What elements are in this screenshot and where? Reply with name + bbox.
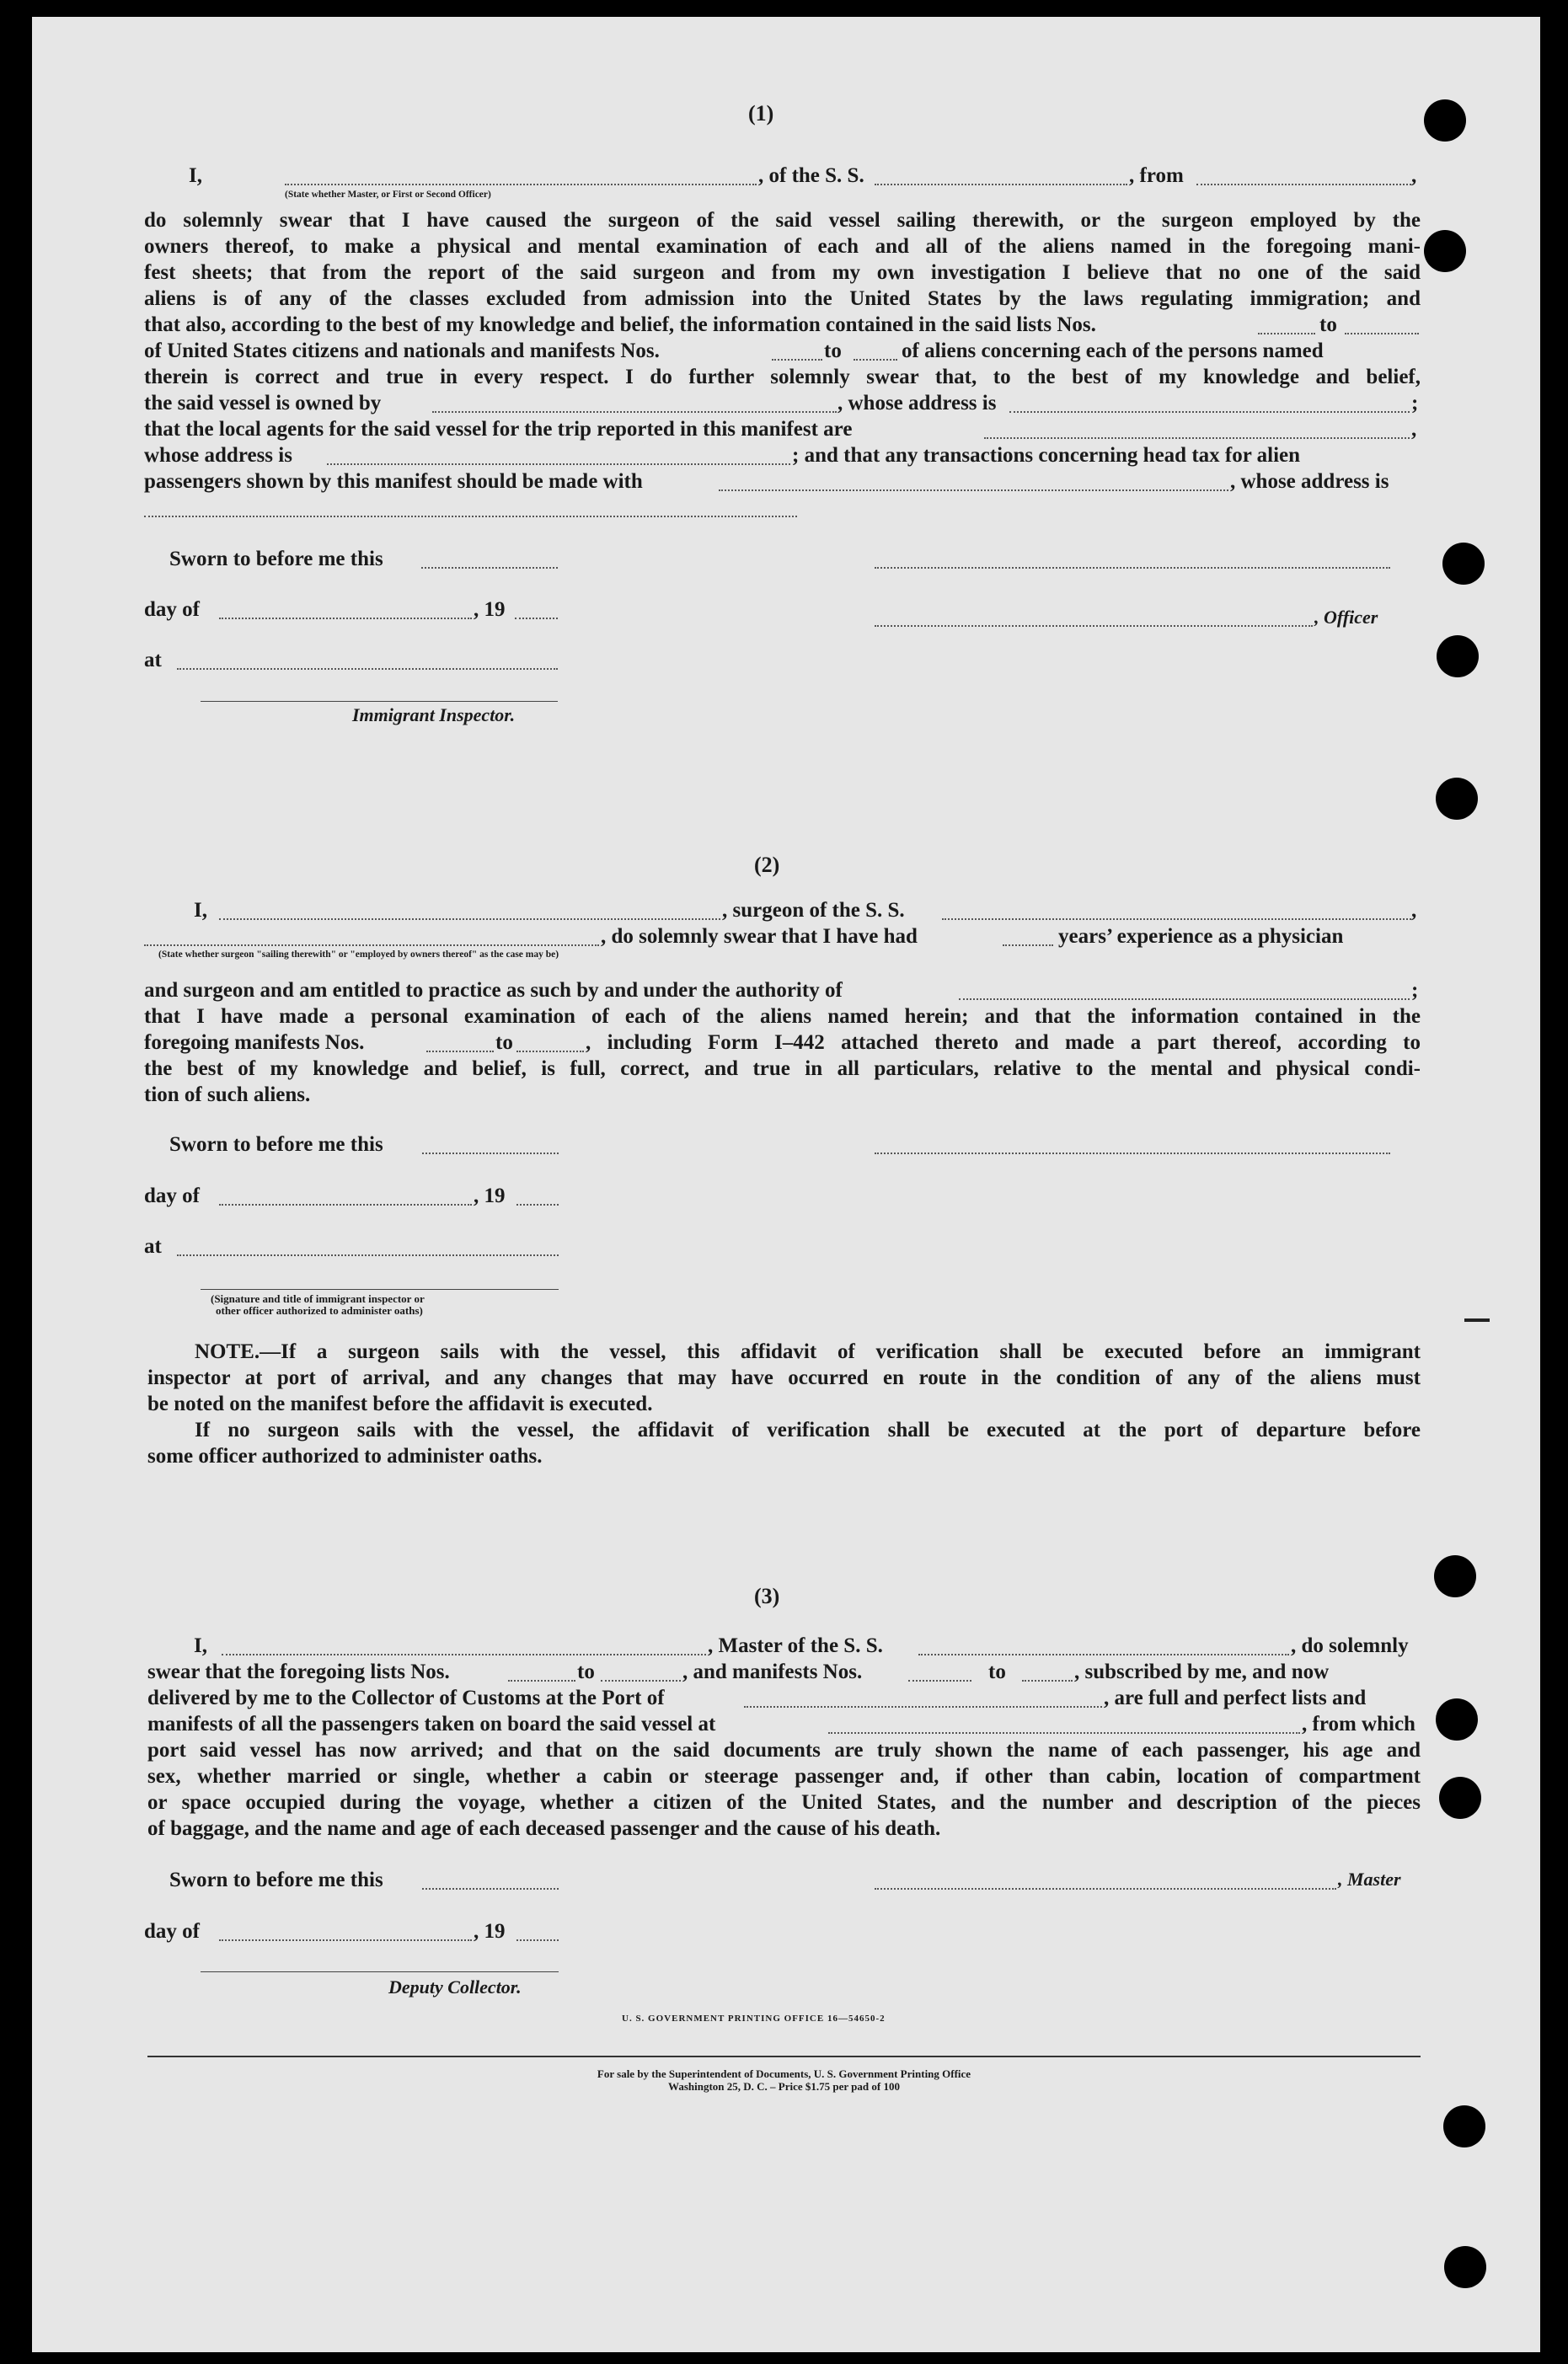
s1-year-field[interactable] (515, 618, 558, 619)
s2-form-text: , including Form I–442 attached thereto and made a part thereof, according to (586, 1031, 1421, 1054)
s2-manifest-to-field[interactable] (516, 1051, 584, 1052)
s1-head-tax-address-label: , whose address is (1230, 470, 1389, 493)
s2-note-line-2: inspector at port of arrival, and any changes that may have occurred en route in the condition of any of the aliens must (147, 1367, 1421, 1389)
s3-month-field[interactable] (219, 1939, 472, 1941)
s1-agents-comma: , (1411, 418, 1417, 441)
s1-inspector-line[interactable] (201, 701, 558, 702)
s1-line-2: owners thereof, to make a physical and mental examination of each and all of the aliens named in the foregoing mani- (144, 235, 1421, 258)
punch-hole (1434, 1555, 1476, 1597)
s1-agents-field[interactable] (984, 437, 1410, 439)
s3-i-label: I, (194, 1634, 207, 1657)
punch-hole (1437, 635, 1479, 677)
s1-year-label: , 19 (474, 598, 506, 621)
s1-i-label: I, (189, 164, 202, 187)
footer-line-2: Washington 25, D. C. – Price $1.75 per pad of 100 (668, 2080, 900, 2093)
punch-hole (1444, 2246, 1486, 2288)
s2-signature-field[interactable] (875, 1153, 1390, 1154)
s2-signature-hint-2: other officer authorized to administer oaths) (216, 1304, 423, 1317)
s1-head-tax-field[interactable] (719, 489, 1228, 491)
s3-line-7: or space occupied during the voyage, whether a citizen of the United States, and the number and description of the pieces (147, 1791, 1421, 1814)
s3-boarded-label: manifests of all the passengers taken on board the said vessel at (147, 1713, 716, 1736)
s2-comma: , (1411, 899, 1417, 922)
s2-note-line-1: NOTE.—If a surgeon sails with the vessel, this affidavit of verification shall be executed before an immigrant (195, 1340, 1421, 1363)
punch-hole (1436, 1698, 1478, 1741)
s3-collector-line[interactable] (201, 1971, 559, 1972)
s1-from-label: , from (1129, 164, 1184, 187)
s1-officer-label: , Officer (1314, 607, 1378, 628)
s3-sworn-day-field[interactable] (422, 1888, 559, 1890)
s3-master-name-field[interactable] (222, 1654, 706, 1655)
s3-to-label-1: to (577, 1661, 595, 1683)
s1-officer-hint: (State whether Master, or First or Second Officer) (285, 190, 491, 200)
punch-hole (1424, 99, 1466, 142)
s1-line-6-end: of aliens concerning each of the persons named (902, 340, 1324, 362)
s3-to-label-2: to (988, 1661, 1006, 1683)
s2-surgeon-hint: (State whether surgeon "sailing therewith" or "employed by owners thereof" as the case may be) (158, 949, 559, 960)
s1-line-1: do solemnly swear that I have caused the surgeon of the said vessel sailing therewith, or the surgeon employed by the (144, 209, 1421, 232)
s3-lists-label: swear that the foregoing lists Nos. (147, 1661, 450, 1683)
form-sheet (32, 17, 1540, 2352)
s2-i-label: I, (194, 899, 207, 922)
punch-hole (1443, 2105, 1485, 2147)
s3-master-sign-field[interactable] (875, 1888, 1336, 1890)
section-1-number: (1) (748, 101, 774, 126)
s2-manifest-from-field[interactable] (426, 1051, 494, 1052)
s1-line-4: aliens is of any of the classes excluded from admission into the United States by the laws regulating immigration; and (144, 287, 1421, 310)
s2-line-6: the best of my knowledge and belief, is full, correct, and true in all particulars, relative to the mental and physical condi- (144, 1057, 1421, 1080)
s1-semicolon: ; (1411, 392, 1419, 415)
edge-tick (1464, 1318, 1490, 1322)
s1-owner-address-field[interactable] (1009, 411, 1410, 413)
s2-year-label: , 19 (474, 1185, 506, 1207)
s1-line-7: therein is correct and true in every respect. I do further solemnly swear that, to the best of my knowledge and belief, (144, 366, 1421, 388)
punch-hole (1436, 778, 1478, 820)
s3-manifest-from-field[interactable] (908, 1680, 971, 1682)
s2-line-4: that I have made a personal examination of each of the aliens named herein; and that the information contained in the (144, 1005, 1421, 1028)
s3-lists-from-field[interactable] (508, 1680, 575, 1682)
s2-year-field[interactable] (516, 1204, 559, 1206)
s1-head-tax-label: passengers shown by this manifest should be made with (144, 470, 643, 493)
s3-manifests-label: , and manifests Nos. (682, 1661, 863, 1683)
s1-owner-field[interactable] (432, 411, 837, 413)
s1-owned-label: the said vessel is owned by (144, 392, 382, 415)
section-2-number: (2) (754, 853, 780, 877)
s1-sworn-day-field[interactable] (421, 567, 558, 569)
footer-line-1: For sale by the Superintendent of Documents, U. S. Government Printing Office (597, 2067, 971, 2080)
s2-at-label: at (144, 1235, 162, 1258)
s2-note2-line-2: some officer authorized to administer oaths. (147, 1445, 543, 1468)
s1-agent-address-label: whose address is (144, 444, 292, 467)
s1-agents-label: that the local agents for the said vessel for the trip reported in this manifest are (144, 418, 853, 441)
s1-to-label-2: to (824, 340, 842, 362)
s2-vessel-field[interactable] (942, 918, 1411, 920)
s2-note2-line-1: If no surgeon sails with the vessel, the affidavit of verification shall be executed at the port of departure before (195, 1419, 1421, 1441)
punch-hole (1442, 543, 1485, 585)
s3-day-of-label: day of (144, 1920, 200, 1943)
s1-manifest-from-field[interactable] (772, 359, 822, 361)
s2-signature-line[interactable] (201, 1289, 559, 1290)
s2-at-field[interactable] (177, 1254, 559, 1256)
s3-manifest-to-field[interactable] (1022, 1680, 1073, 1682)
s1-lists-to-field[interactable] (1345, 333, 1419, 334)
s1-from-field[interactable] (1196, 184, 1411, 185)
s1-agent-address-field[interactable] (327, 463, 790, 465)
s3-line-8: of baggage, and the name and age of each deceased passenger and the cause of his death. (147, 1817, 941, 1840)
s1-officer-field[interactable] (285, 184, 757, 185)
s1-of-ss-label: , of the S. S. (758, 164, 864, 187)
s1-line-5: that also, according to the best of my knowledge and belief, the information contained in the said lists Nos. (144, 313, 1096, 336)
s2-sworn-day-field[interactable] (422, 1153, 559, 1154)
s1-inspector-label: Immigrant Inspector. (352, 704, 516, 725)
s2-semicolon: ; (1411, 979, 1419, 1002)
s2-note-line-3: be noted on the manifest before the affidavit is executed. (147, 1393, 653, 1415)
s2-to-label: to (495, 1031, 513, 1054)
s1-at-label: at (144, 649, 162, 671)
s1-sworn-label: Sworn to before me this (169, 548, 383, 570)
s3-port-field[interactable] (744, 1706, 1102, 1708)
s1-signature-field[interactable] (875, 567, 1390, 569)
s1-month-field[interactable] (219, 618, 472, 619)
s1-line-3: fest sheets; that from the report of the said surgeon and from my own investigation I believe that no one of the said (144, 261, 1421, 284)
s3-master-label: , Master (1338, 1869, 1401, 1890)
punch-hole (1424, 230, 1466, 272)
s1-at-field[interactable] (177, 668, 558, 670)
section-3-number: (3) (754, 1584, 780, 1608)
s3-line-6: sex, whether married or single, whether a cabin or steerage passenger and, if other than cabin, location of compartment (147, 1765, 1421, 1788)
s3-lists-to-field[interactable] (601, 1680, 681, 1682)
s1-comma: , (1411, 164, 1417, 187)
footer-rule (147, 2056, 1421, 2057)
s1-line-6: of United States citizens and nationals and manifests Nos. (144, 340, 660, 362)
s1-head-tax-address-field[interactable] (144, 516, 797, 517)
s1-owner-address-label: , whose address is (838, 392, 997, 415)
s2-years-field[interactable] (1003, 944, 1053, 946)
s2-experience-text: years’ experience as a physician (1058, 925, 1344, 948)
s3-collector-label: Deputy Collector. (388, 1976, 522, 1998)
s2-surgeon-type-field[interactable] (144, 944, 599, 946)
s2-swear-text: , do solemnly swear that I have had (601, 925, 918, 948)
s3-from-which-text: , from which (1302, 1713, 1415, 1736)
s1-officer-sign-field[interactable] (875, 625, 1313, 627)
s2-authority-field[interactable] (959, 998, 1410, 1000)
punch-hole (1439, 1777, 1481, 1819)
s2-signature-hint-1: (Signature and title of immigrant inspector or (211, 1292, 425, 1305)
s1-manifest-to-field[interactable] (854, 359, 897, 361)
s1-head-tax-text: ; and that any transactions concerning head tax for alien (792, 444, 1301, 467)
s1-lists-from-field[interactable] (1258, 333, 1315, 334)
s3-port-label: delivered by me to the Collector of Customs at the Port of (147, 1687, 665, 1709)
s2-line-7: tion of such aliens. (144, 1083, 311, 1106)
s2-sworn-label: Sworn to before me this (169, 1133, 383, 1156)
s2-surgeon-name-field[interactable] (219, 918, 720, 920)
s3-year-label: , 19 (474, 1920, 506, 1943)
s1-day-of-label: day of (144, 598, 200, 621)
s3-vessel-field[interactable] (918, 1654, 1289, 1655)
s3-sworn-label: Sworn to before me this (169, 1869, 383, 1891)
s3-year-field[interactable] (516, 1939, 559, 1941)
s3-lists-text: , are full and perfect lists and (1104, 1687, 1367, 1709)
s2-month-field[interactable] (219, 1204, 472, 1206)
printer-imprint: U. S. GOVERNMENT PRINTING OFFICE 16—54650-2 (622, 2014, 886, 2024)
s2-day-of-label: day of (144, 1185, 200, 1207)
s3-boarded-field[interactable] (828, 1732, 1300, 1734)
s2-authority-label: and surgeon and am entitled to practice as such by and under the authority of (144, 979, 843, 1002)
s2-surgeon-of-label: , surgeon of the S. S. (722, 899, 905, 922)
s1-vessel-field[interactable] (875, 184, 1127, 185)
s3-line-5: port said vessel has now arrived; and that on the said documents are truly shown the name of each passenger, his age and (147, 1739, 1421, 1762)
s3-swear-label: , do solemnly (1291, 1634, 1409, 1657)
s3-master-of-label: , Master of the S. S. (708, 1634, 883, 1657)
s3-subscribed-text: , subscribed by me, and now (1074, 1661, 1330, 1683)
s2-manifests-label: foregoing manifests Nos. (144, 1031, 365, 1054)
s1-to-label-1: to (1319, 313, 1337, 336)
